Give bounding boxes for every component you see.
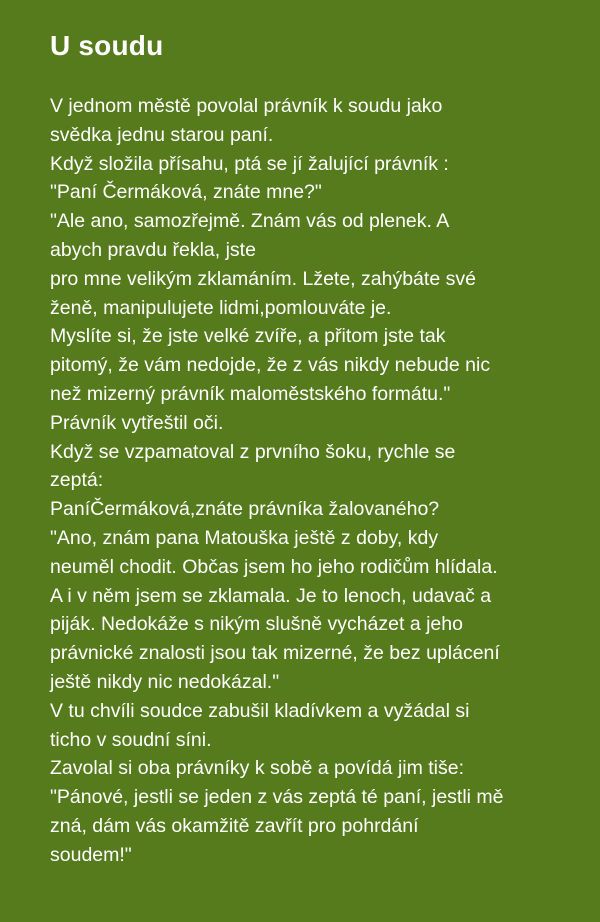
- story-line: ještě nikdy nic nedokázal.": [50, 670, 280, 693]
- story-line: zeptá:: [50, 469, 104, 492]
- story-line: ticho v soudní síni.: [50, 728, 212, 751]
- story-line: Když se vzpamatoval z prvního šoku, rychle se: [50, 440, 456, 463]
- story-line: neuměl chodit. Občas jsem ho jeho rodičům hlídala.: [50, 555, 498, 578]
- story-line: Zavolal si oba právníky k sobě a povídá jim tiše:: [50, 757, 465, 780]
- story-line: pitomý, že vám nedojde, že z vás nikdy nebude nic: [50, 354, 491, 377]
- story-line: piják. Nedokáže s nikým slušně vycházet a jeho: [50, 613, 463, 636]
- story-line: abych pravdu řekla, jste: [50, 238, 256, 261]
- story-line: pro mne velikým zklamáním. Lžete, zahýbáte své: [50, 267, 476, 290]
- story-line: A i v něm jsem se zklamala. Je to lenoch, udavač a: [50, 584, 492, 607]
- story-line: právnické znalosti jsou tak mizerné, že bez uplácení: [50, 642, 500, 665]
- story-line: zná, dám vás okamžitě zavřít pro pohrdání: [50, 814, 419, 837]
- story-text: [50, 92, 562, 870]
- story-line: "Ano, znám pana Matouška ještě z doby, kdy: [50, 526, 439, 549]
- story-line: V tu chvíli soudce zabušil kladívkem a vyžádal si: [50, 699, 470, 722]
- story-line: "Pánové, jestli se jeden z vás zeptá té paní, jestli mě: [50, 786, 504, 809]
- story-line: svědka jednu starou paní.: [50, 123, 274, 146]
- story-line: "Paní Čermáková, znáte mne?": [50, 181, 322, 204]
- story-line: V jednom městě povolal právník k soudu jako: [50, 95, 443, 117]
- story-line: Když složila přísahu, ptá se jí žalující právník :: [50, 152, 449, 175]
- story-line: Právník vytřeštil oči.: [50, 411, 224, 434]
- story-title: U soudu: [50, 30, 164, 61]
- story-line: "Ale ano, samozřejmě. Znám vás od plenek. A: [50, 210, 450, 233]
- story-line: soudem!": [50, 843, 132, 866]
- story-line: Myslíte si, že jste velké zvíře, a přitom jste tak: [50, 325, 446, 348]
- story-line: PaníČermáková,znáte právníka žalovaného?: [50, 498, 440, 521]
- story-line: než mizerný právník maloměstského formátu.": [50, 382, 451, 405]
- story-line: ženě, manipulujete lidmi,pomlouváte je.: [50, 296, 392, 319]
